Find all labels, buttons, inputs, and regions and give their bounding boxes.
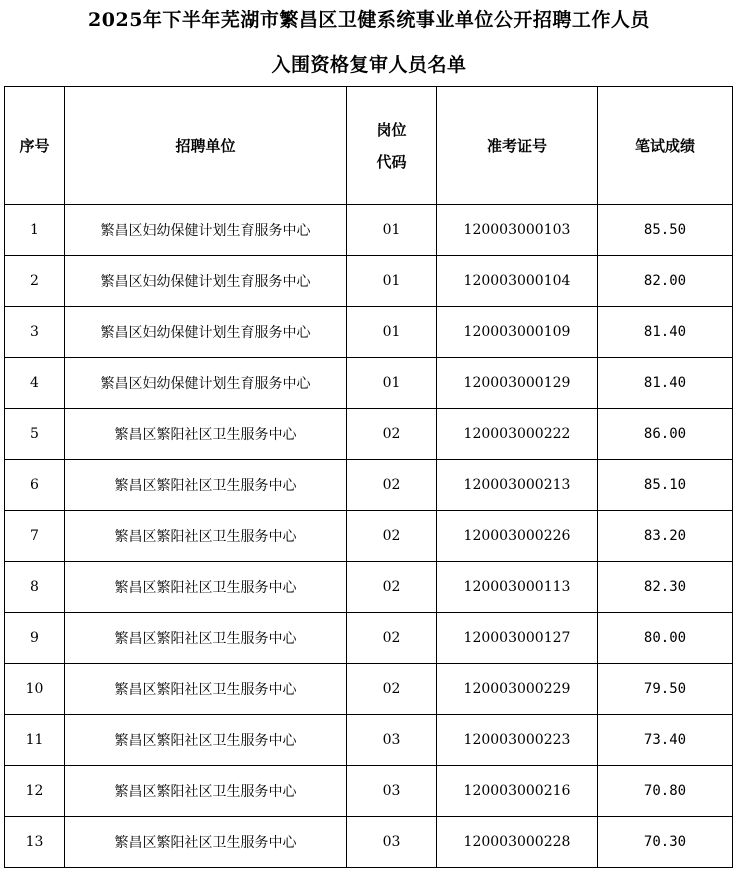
- cell-position-code: 01: [347, 307, 437, 358]
- cell-seq: 10: [5, 664, 65, 715]
- cell-seq: 13: [5, 817, 65, 868]
- cell-score: 81.40: [598, 307, 733, 358]
- cell-seq: 2: [5, 256, 65, 307]
- cell-unit: 繁昌区繁阳社区卫生服务中心: [65, 511, 347, 562]
- cell-unit: 繁昌区妇幼保健计划生育服务中心: [65, 307, 347, 358]
- header-exam-id: 准考证号: [437, 87, 598, 205]
- cell-position-code: 01: [347, 256, 437, 307]
- table-row: [5, 766, 733, 817]
- table-header-row: [5, 87, 733, 205]
- table-row: [5, 613, 733, 664]
- table-row: [5, 511, 733, 562]
- header-position-code: [347, 87, 437, 205]
- header-unit: 招聘单位: [65, 87, 347, 205]
- cell-seq: 3: [5, 307, 65, 358]
- cell-score: 83.20: [598, 511, 733, 562]
- cell-unit: 繁昌区繁阳社区卫生服务中心: [65, 562, 347, 613]
- cell-exam-id: 120003000229: [437, 664, 598, 715]
- cell-score: 85.10: [598, 460, 733, 511]
- cell-position-code: 01: [347, 205, 437, 256]
- cell-seq: 12: [5, 766, 65, 817]
- cell-exam-id: 120003000113: [437, 562, 598, 613]
- cell-position-code: 02: [347, 460, 437, 511]
- cell-exam-id: 120003000213: [437, 460, 598, 511]
- cell-position-code: 03: [347, 817, 437, 868]
- table-row: [5, 715, 733, 766]
- cell-score: 85.50: [598, 205, 733, 256]
- table-row: [5, 409, 733, 460]
- cell-exam-id: 120003000222: [437, 409, 598, 460]
- cell-score: 79.50: [598, 664, 733, 715]
- cell-unit: 繁昌区妇幼保健计划生育服务中心: [65, 205, 347, 256]
- cell-position-code: 02: [347, 511, 437, 562]
- cell-unit: 繁昌区妇幼保健计划生育服务中心: [65, 256, 347, 307]
- table-row: [5, 307, 733, 358]
- cell-unit: 繁昌区繁阳社区卫生服务中心: [65, 817, 347, 868]
- cell-seq: 1: [5, 205, 65, 256]
- cell-exam-id: 120003000226: [437, 511, 598, 562]
- cell-score: 86.00: [598, 409, 733, 460]
- cell-seq: 7: [5, 511, 65, 562]
- cell-unit: 繁昌区繁阳社区卫生服务中心: [65, 460, 347, 511]
- cell-unit: 繁昌区繁阳社区卫生服务中心: [65, 664, 347, 715]
- document-title-line-2: 入围资格复审人员名单: [271, 54, 467, 76]
- cell-position-code: 03: [347, 766, 437, 817]
- cell-position-code: 02: [347, 562, 437, 613]
- cell-score: 80.00: [598, 613, 733, 664]
- cell-seq: 5: [5, 409, 65, 460]
- cell-seq: 8: [5, 562, 65, 613]
- cell-exam-id: 120003000129: [437, 358, 598, 409]
- table-row: [5, 256, 733, 307]
- header-position-code-line-1: 岗位: [376, 120, 407, 139]
- cell-exam-id: 120003000109: [437, 307, 598, 358]
- cell-unit: 繁昌区繁阳社区卫生服务中心: [65, 715, 347, 766]
- cell-position-code: 02: [347, 664, 437, 715]
- document-title-line-1: 2025年下半年芜湖市繁昌区卫健系统事业单位公开招聘工作人员: [88, 9, 650, 31]
- cell-score: 73.40: [598, 715, 733, 766]
- table-row: [5, 562, 733, 613]
- cell-position-code: 03: [347, 715, 437, 766]
- cell-exam-id: 120003000103: [437, 205, 598, 256]
- cell-position-code: 01: [347, 358, 437, 409]
- cell-seq: 11: [5, 715, 65, 766]
- cell-seq: 9: [5, 613, 65, 664]
- cell-seq: 6: [5, 460, 65, 511]
- table-row: [5, 358, 733, 409]
- cell-exam-id: 120003000104: [437, 256, 598, 307]
- table-row: [5, 817, 733, 868]
- table-body: [5, 205, 733, 868]
- table-row: [5, 460, 733, 511]
- cell-exam-id: 120003000127: [437, 613, 598, 664]
- cell-exam-id: 120003000228: [437, 817, 598, 868]
- candidate-table: [4, 86, 733, 868]
- table-row: [5, 664, 733, 715]
- cell-unit: 繁昌区妇幼保健计划生育服务中心: [65, 358, 347, 409]
- cell-score: 81.40: [598, 358, 733, 409]
- header-seq: 序号: [5, 87, 65, 205]
- table-row: [5, 205, 733, 256]
- cell-exam-id: 120003000223: [437, 715, 598, 766]
- header-position-code-line-2: 代码: [376, 152, 407, 171]
- cell-unit: 繁昌区繁阳社区卫生服务中心: [65, 766, 347, 817]
- cell-exam-id: 120003000216: [437, 766, 598, 817]
- cell-score: 70.30: [598, 817, 733, 868]
- cell-score: 70.80: [598, 766, 733, 817]
- cell-score: 82.00: [598, 256, 733, 307]
- cell-position-code: 02: [347, 613, 437, 664]
- cell-position-code: 02: [347, 409, 437, 460]
- header-score: 笔试成绩: [598, 87, 733, 205]
- cell-unit: 繁昌区繁阳社区卫生服务中心: [65, 613, 347, 664]
- cell-score: 82.30: [598, 562, 733, 613]
- cell-unit: 繁昌区繁阳社区卫生服务中心: [65, 409, 347, 460]
- cell-seq: 4: [5, 358, 65, 409]
